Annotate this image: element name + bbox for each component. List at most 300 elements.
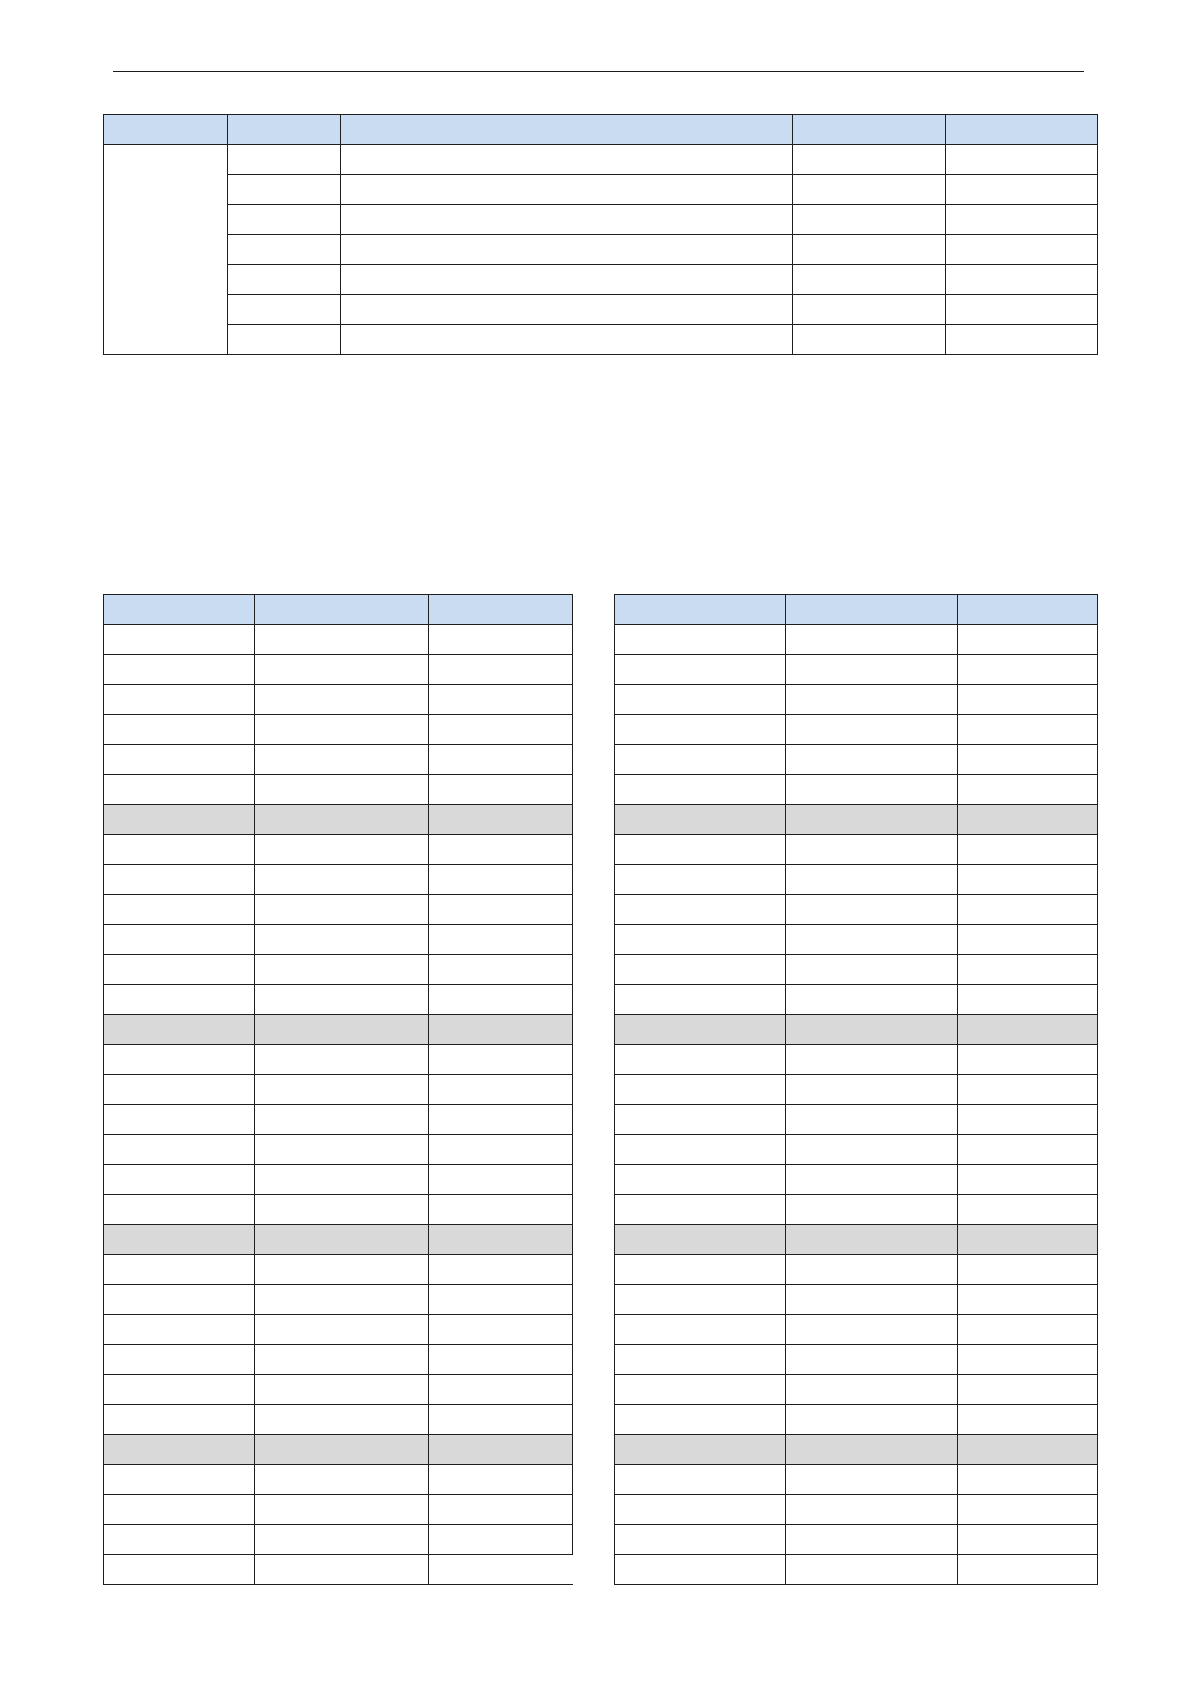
table-cell xyxy=(786,1555,958,1585)
table-cell xyxy=(429,715,573,745)
table-cell xyxy=(615,775,786,805)
table-cell xyxy=(786,1405,958,1435)
table-cell xyxy=(615,625,786,655)
table-cell xyxy=(429,1075,573,1105)
table-cell xyxy=(615,1375,786,1405)
table-cell xyxy=(255,1015,429,1045)
table-row xyxy=(615,1255,1098,1285)
table-cell xyxy=(615,1165,786,1195)
table-cell xyxy=(104,1195,255,1225)
table-cell xyxy=(429,1555,573,1585)
table-cell xyxy=(946,235,1098,265)
table-cell xyxy=(615,1285,786,1315)
table-row xyxy=(615,625,1098,655)
table-cell xyxy=(786,625,958,655)
table-cell xyxy=(615,1465,786,1495)
table-cell xyxy=(104,895,255,925)
table-row xyxy=(104,1045,573,1075)
table-row xyxy=(104,1195,573,1225)
table-cell xyxy=(786,835,958,865)
table-cell xyxy=(104,1075,255,1105)
table-cell xyxy=(958,805,1098,835)
table-cell xyxy=(104,745,255,775)
table-cell xyxy=(786,1165,958,1195)
table-row xyxy=(615,1405,1098,1435)
top-table xyxy=(103,114,1098,355)
table-cell xyxy=(429,925,573,955)
table-cell xyxy=(104,835,255,865)
table-cell xyxy=(429,1435,573,1465)
left-grid-table xyxy=(103,594,573,1585)
table-row xyxy=(615,1465,1098,1495)
table-cell xyxy=(255,955,429,985)
table-cell xyxy=(958,1135,1098,1165)
table-cell xyxy=(429,865,573,895)
table-row xyxy=(104,895,573,925)
table-cell xyxy=(255,1135,429,1165)
table-cell xyxy=(958,655,1098,685)
grid-header-cell xyxy=(255,595,429,625)
table-cell xyxy=(958,1405,1098,1435)
table-cell xyxy=(958,1075,1098,1105)
table-row xyxy=(615,835,1098,865)
table-cell xyxy=(104,865,255,895)
table-cell xyxy=(615,1195,786,1225)
table-cell xyxy=(786,1315,958,1345)
table-cell xyxy=(946,205,1098,235)
top-table-merged-cell xyxy=(104,145,228,355)
table-cell xyxy=(104,1255,255,1285)
table-cell xyxy=(958,1165,1098,1195)
table-row xyxy=(615,715,1098,745)
table-cell xyxy=(341,235,793,265)
table-cell xyxy=(615,1405,786,1435)
table-cell xyxy=(786,805,958,835)
table-cell xyxy=(429,1315,573,1345)
table-cell xyxy=(104,1105,255,1135)
table-cell xyxy=(341,205,793,235)
table-row xyxy=(615,685,1098,715)
table-cell xyxy=(786,865,958,895)
table-cell xyxy=(958,1105,1098,1135)
table-cell xyxy=(255,895,429,925)
table-cell xyxy=(615,745,786,775)
table-cell xyxy=(429,1195,573,1225)
table-row xyxy=(104,835,573,865)
header-rule xyxy=(113,71,1084,72)
table-cell xyxy=(228,235,341,265)
table-cell xyxy=(429,1405,573,1435)
table-row xyxy=(104,625,573,655)
table-cell xyxy=(958,1195,1098,1225)
table-cell xyxy=(958,745,1098,775)
table-cell xyxy=(615,1495,786,1525)
grid-band-row xyxy=(104,1015,573,1045)
table-row xyxy=(615,1525,1098,1555)
table-row xyxy=(104,1465,573,1495)
table-cell xyxy=(104,1465,255,1495)
table-cell xyxy=(255,835,429,865)
table-row xyxy=(615,865,1098,895)
table-cell xyxy=(255,1195,429,1225)
table-cell xyxy=(104,625,255,655)
table-cell xyxy=(786,1045,958,1075)
table-cell xyxy=(786,1195,958,1225)
table-row xyxy=(104,205,1098,235)
table-cell xyxy=(958,1555,1098,1585)
table-cell xyxy=(786,775,958,805)
table-cell xyxy=(104,955,255,985)
table-cell xyxy=(429,1135,573,1165)
table-row xyxy=(104,1525,573,1555)
grid-header-cell xyxy=(786,595,958,625)
table-cell xyxy=(958,775,1098,805)
table-cell xyxy=(615,685,786,715)
table-row xyxy=(615,1165,1098,1195)
table-row xyxy=(104,955,573,985)
table-cell xyxy=(255,715,429,745)
table-row xyxy=(104,985,573,1015)
table-row xyxy=(615,895,1098,925)
table-cell xyxy=(958,895,1098,925)
table-row xyxy=(104,925,573,955)
table-cell xyxy=(104,1045,255,1075)
table-cell xyxy=(255,925,429,955)
table-row xyxy=(104,1285,573,1315)
table-cell xyxy=(786,1255,958,1285)
table-cell xyxy=(958,1495,1098,1525)
grid-band-row xyxy=(615,1225,1098,1255)
table-cell xyxy=(255,1225,429,1255)
table-cell xyxy=(786,955,958,985)
table-cell xyxy=(255,1375,429,1405)
grid-header-cell xyxy=(429,595,573,625)
grid-band-row xyxy=(615,1435,1098,1465)
table-row xyxy=(615,1555,1098,1585)
table-cell xyxy=(958,1345,1098,1375)
table-cell xyxy=(958,625,1098,655)
table-row xyxy=(615,655,1098,685)
table-cell xyxy=(958,955,1098,985)
table-row xyxy=(104,1255,573,1285)
grid-band-row xyxy=(104,1435,573,1465)
table-cell xyxy=(255,745,429,775)
grid-band-row xyxy=(615,1015,1098,1045)
table-cell xyxy=(615,1315,786,1345)
table-cell xyxy=(786,1435,958,1465)
table-cell xyxy=(228,145,341,175)
table-cell xyxy=(946,145,1098,175)
table-cell xyxy=(255,685,429,715)
table-cell xyxy=(429,1255,573,1285)
table-cell xyxy=(255,1525,429,1555)
table-cell xyxy=(793,205,946,235)
table-cell xyxy=(958,1375,1098,1405)
table-row xyxy=(104,775,573,805)
table-cell xyxy=(255,655,429,685)
table-row xyxy=(104,235,1098,265)
table-row xyxy=(615,1075,1098,1105)
table-cell xyxy=(341,145,793,175)
table-row xyxy=(104,1405,573,1435)
top-table-header-cell xyxy=(228,115,341,145)
table-cell xyxy=(429,1375,573,1405)
table-cell xyxy=(255,1075,429,1105)
table-cell xyxy=(255,1285,429,1315)
table-cell xyxy=(615,1255,786,1285)
table-cell xyxy=(786,745,958,775)
table-cell xyxy=(615,865,786,895)
table-cell xyxy=(786,895,958,925)
table-cell xyxy=(786,1465,958,1495)
table-row xyxy=(104,655,573,685)
table-row xyxy=(615,1195,1098,1225)
table-cell xyxy=(429,985,573,1015)
table-cell xyxy=(429,685,573,715)
table-cell xyxy=(341,175,793,205)
table-cell xyxy=(786,1285,958,1315)
table-cell xyxy=(429,1495,573,1525)
table-cell xyxy=(786,1135,958,1165)
table-cell xyxy=(615,1435,786,1465)
top-table-header-row xyxy=(104,115,1098,145)
table-cell xyxy=(786,1525,958,1555)
table-cell xyxy=(104,985,255,1015)
table-cell xyxy=(255,1465,429,1495)
grid-band-row xyxy=(104,1225,573,1255)
table-cell xyxy=(786,1225,958,1255)
table-cell xyxy=(228,175,341,205)
table-cell xyxy=(786,715,958,745)
table-cell xyxy=(615,1135,786,1165)
table-cell xyxy=(104,1225,255,1255)
table-cell xyxy=(104,1375,255,1405)
table-row xyxy=(104,295,1098,325)
table-cell xyxy=(429,1465,573,1495)
table-cell xyxy=(255,1435,429,1465)
grid-band-row xyxy=(615,805,1098,835)
table-row xyxy=(104,1165,573,1195)
table-cell xyxy=(786,1075,958,1105)
table-cell xyxy=(255,865,429,895)
table-cell xyxy=(958,1015,1098,1045)
table-row xyxy=(104,1135,573,1165)
table-row xyxy=(615,1375,1098,1405)
table-cell xyxy=(786,1105,958,1135)
table-cell xyxy=(104,715,255,745)
table-cell xyxy=(786,925,958,955)
table-cell xyxy=(615,715,786,745)
table-cell xyxy=(793,145,946,175)
table-cell xyxy=(615,835,786,865)
table-cell xyxy=(255,985,429,1015)
table-cell xyxy=(793,175,946,205)
table-cell xyxy=(255,775,429,805)
table-row xyxy=(104,715,573,745)
table-row xyxy=(104,1345,573,1375)
table-cell xyxy=(615,1045,786,1075)
table-row xyxy=(104,1495,573,1525)
table-cell xyxy=(341,295,793,325)
top-table-header-cell xyxy=(341,115,793,145)
table-row xyxy=(104,745,573,775)
table-row xyxy=(615,1285,1098,1315)
table-cell xyxy=(615,1345,786,1375)
table-cell xyxy=(429,1225,573,1255)
table-cell xyxy=(615,1555,786,1585)
table-cell xyxy=(958,1465,1098,1495)
table-cell xyxy=(104,1315,255,1345)
table-cell xyxy=(958,715,1098,745)
table-cell xyxy=(104,805,255,835)
table-row xyxy=(104,1105,573,1135)
table-row xyxy=(615,1345,1098,1375)
table-cell xyxy=(429,625,573,655)
table-row xyxy=(615,1315,1098,1345)
table-cell xyxy=(429,745,573,775)
table-row xyxy=(615,1105,1098,1135)
table-cell xyxy=(793,325,946,355)
table-cell xyxy=(615,985,786,1015)
table-cell xyxy=(104,775,255,805)
table-row xyxy=(615,925,1098,955)
table-row xyxy=(615,775,1098,805)
right-grid-table xyxy=(614,594,1098,1585)
table-cell xyxy=(429,955,573,985)
table-cell xyxy=(104,1435,255,1465)
table-cell xyxy=(615,955,786,985)
table-cell xyxy=(104,1495,255,1525)
grid-header-cell xyxy=(104,595,255,625)
table-cell xyxy=(255,1165,429,1195)
table-cell xyxy=(958,1435,1098,1465)
table-cell xyxy=(958,865,1098,895)
table-cell xyxy=(786,1015,958,1045)
table-cell xyxy=(255,1255,429,1285)
table-cell xyxy=(429,1525,573,1555)
table-cell xyxy=(104,1555,255,1585)
table-cell xyxy=(615,1225,786,1255)
table-cell xyxy=(104,1165,255,1195)
table-cell xyxy=(429,835,573,865)
table-cell xyxy=(958,1045,1098,1075)
table-cell xyxy=(429,1015,573,1045)
table-row xyxy=(615,955,1098,985)
table-cell xyxy=(793,265,946,295)
table-cell xyxy=(946,295,1098,325)
table-cell xyxy=(793,235,946,265)
grid-header-cell xyxy=(958,595,1098,625)
table-cell xyxy=(786,1345,958,1375)
table-cell xyxy=(958,685,1098,715)
table-row xyxy=(615,985,1098,1015)
table-cell xyxy=(615,1015,786,1045)
table-cell xyxy=(786,985,958,1015)
table-cell xyxy=(255,1315,429,1345)
table-cell xyxy=(615,1105,786,1135)
table-row xyxy=(104,1315,573,1345)
table-cell xyxy=(104,1015,255,1045)
table-cell xyxy=(429,1165,573,1195)
table-row xyxy=(104,265,1098,295)
table-cell xyxy=(255,805,429,835)
table-cell xyxy=(104,1135,255,1165)
table-cell xyxy=(958,985,1098,1015)
table-cell xyxy=(429,1105,573,1135)
table-row xyxy=(615,1495,1098,1525)
table-row xyxy=(104,1375,573,1405)
table-cell xyxy=(255,1105,429,1135)
table-cell xyxy=(341,325,793,355)
table-row xyxy=(615,745,1098,775)
table-cell xyxy=(228,265,341,295)
top-table-header-cell xyxy=(104,115,228,145)
table-cell xyxy=(958,1285,1098,1315)
table-cell xyxy=(615,895,786,925)
table-cell xyxy=(958,1525,1098,1555)
table-cell xyxy=(429,775,573,805)
table-cell xyxy=(228,205,341,235)
table-cell xyxy=(104,925,255,955)
table-cell xyxy=(104,1525,255,1555)
table-cell xyxy=(255,1045,429,1075)
table-row xyxy=(104,1075,573,1105)
table-cell xyxy=(786,1375,958,1405)
top-table-header-cell xyxy=(946,115,1098,145)
table-cell xyxy=(429,1345,573,1375)
table-cell xyxy=(615,925,786,955)
table-cell xyxy=(429,895,573,925)
table-row xyxy=(615,1045,1098,1075)
table-cell xyxy=(946,175,1098,205)
table-cell xyxy=(255,1495,429,1525)
table-cell xyxy=(255,1345,429,1375)
table-row xyxy=(104,865,573,895)
grid-header-row xyxy=(104,595,573,625)
table-cell xyxy=(104,655,255,685)
table-cell xyxy=(104,1285,255,1315)
table-cell xyxy=(615,1525,786,1555)
table-row xyxy=(104,175,1098,205)
table-cell xyxy=(255,1555,429,1585)
table-row xyxy=(615,1135,1098,1165)
table-cell xyxy=(958,835,1098,865)
table-cell xyxy=(228,325,341,355)
table-cell xyxy=(255,625,429,655)
table-cell xyxy=(793,295,946,325)
top-table-header-cell xyxy=(793,115,946,145)
table-row xyxy=(104,685,573,715)
grid-band-row xyxy=(104,805,573,835)
table-cell xyxy=(946,265,1098,295)
table-cell xyxy=(429,1285,573,1315)
table-cell xyxy=(958,1225,1098,1255)
table-cell xyxy=(615,805,786,835)
table-row xyxy=(104,1555,573,1585)
table-cell xyxy=(429,805,573,835)
table-cell xyxy=(104,1345,255,1375)
table-row xyxy=(104,325,1098,355)
table-cell xyxy=(255,1405,429,1435)
table-cell xyxy=(429,1045,573,1075)
table-cell xyxy=(786,655,958,685)
table-cell xyxy=(786,685,958,715)
table-cell xyxy=(104,1405,255,1435)
table-cell xyxy=(228,295,341,325)
table-cell xyxy=(958,925,1098,955)
table-cell xyxy=(786,1495,958,1525)
table-cell xyxy=(958,1315,1098,1345)
